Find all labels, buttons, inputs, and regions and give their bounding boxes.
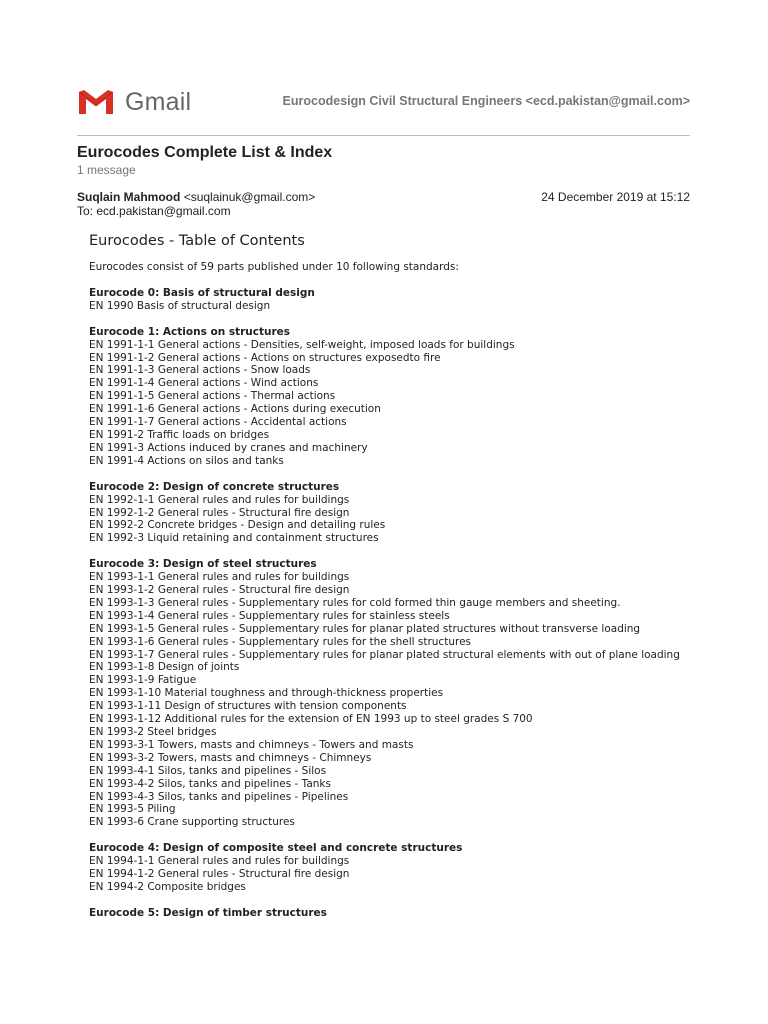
sender-line <box>77 190 315 204</box>
standard-list-item: EN 1994-1-1 General rules and rules for buildings <box>89 855 350 868</box>
gmail-header <box>77 86 690 118</box>
email-body <box>89 232 689 933</box>
sender-name: Suqlain Mahmood <box>77 190 181 204</box>
account-name: Eurocodesign Civil Structural Engineers <ecd.pakistan@gmail.com> <box>282 94 690 108</box>
standard-list-item: EN 1994-1-2 General rules - Structural fire design <box>89 868 350 881</box>
document-title: Eurocodes - Table of Contents <box>89 233 305 249</box>
header-divider <box>77 135 690 136</box>
standard-list-item: EN 1993-1-12 Additional rules for the extension of EN 1993 up to steel grades S 700 <box>89 713 533 726</box>
standard-list-item: EN 1991-1-3 General actions - Snow loads <box>89 364 311 377</box>
standard-list-item: EN 1993-1-9 Fatigue <box>89 674 197 687</box>
standard-list-item: EN 1993-1-2 General rules - Structural fire design <box>89 584 350 597</box>
standard-list-item: EN 1993-1-8 Design of joints <box>89 661 240 674</box>
eurocode-section <box>89 287 689 313</box>
standard-list-item: EN 1993-1-7 General rules - Supplementary rules for planar plated structural elements with out of plane loading <box>89 648 680 661</box>
standard-list-item: EN 1992-2 Concrete bridges - Design and detailing rules <box>89 519 386 532</box>
recipient-line: To: ecd.pakistan@gmail.com <box>77 204 231 218</box>
standard-list-item: EN 1994-2 Composite bridges <box>89 880 246 893</box>
standard-list-item: EN 1992-3 Liquid retaining and containment structures <box>89 532 379 545</box>
standard-list-item: EN 1993-1-1 General rules and rules for buildings <box>89 571 350 584</box>
standard-list-item: EN 1993-3-2 Towers, masts and chimneys - Chimneys <box>89 751 372 764</box>
gmail-envelope-icon <box>77 88 115 116</box>
gmail-logo <box>77 86 191 118</box>
eurocode-section <box>89 481 689 546</box>
section-heading: Eurocode 2: Design of concrete structures <box>89 480 340 493</box>
gmail-logo-text: Gmail <box>125 87 192 116</box>
standard-list-item: EN 1991-1-1 General actions - Densities, self-weight, imposed loads for buildings <box>89 338 515 351</box>
standard-list-item: EN 1992-1-2 General rules - Structural fire design <box>89 506 350 519</box>
email-date: 24 December 2019 at 15:12 <box>541 190 690 204</box>
standard-list-item: EN 1993-4-2 Silos, tanks and pipelines - Tanks <box>89 777 331 790</box>
standard-list-item: EN 1991-1-7 General actions - Accidental actions <box>89 416 347 429</box>
message-count: 1 message <box>77 163 136 177</box>
sections-list <box>89 287 689 920</box>
standard-list-item: EN 1993-4-1 Silos, tanks and pipelines - Silos <box>89 764 327 777</box>
eurocode-section <box>89 907 689 920</box>
standard-list-item: EN 1993-4-3 Silos, tanks and pipelines - Pipelines <box>89 790 349 803</box>
email-subject: Eurocodes Complete List & Index <box>77 144 333 161</box>
standard-list-item: EN 1991-4 Actions on silos and tanks <box>89 454 284 467</box>
standard-list-item: EN 1993-5 Piling <box>89 803 176 816</box>
section-heading: Eurocode 5: Design of timber structures <box>89 906 327 919</box>
standard-list-item: EN 1990 Basis of structural design <box>89 299 271 312</box>
intro-text: Eurocodes consist of 59 parts published under 10 following standards: <box>89 261 459 273</box>
eurocode-section <box>89 558 689 829</box>
standard-list-item: EN 1993-1-6 General rules - Supplementary rules for the shell structures <box>89 635 471 648</box>
section-heading: Eurocode 1: Actions on structures <box>89 325 291 338</box>
standard-list-item: EN 1991-1-6 General actions - Actions during execution <box>89 403 381 416</box>
eurocode-section <box>89 326 689 468</box>
sender-email: <suqlainuk@gmail.com> <box>183 190 316 204</box>
standard-list-item: EN 1992-1-1 General rules and rules for buildings <box>89 493 350 506</box>
standard-list-item: EN 1993-1-10 Material toughness and through-thickness properties <box>89 687 444 700</box>
standard-list-item: EN 1991-1-5 General actions - Thermal actions <box>89 390 336 403</box>
eurocode-section <box>89 842 689 894</box>
standard-list-item: EN 1991-1-2 General actions - Actions on structures exposedto fire <box>89 351 441 364</box>
standard-list-item: EN 1993-1-3 General rules - Supplementary rules for cold formed thin gauge members and sheeting. <box>89 596 621 609</box>
standard-list-item: EN 1993-3-1 Towers, masts and chimneys - Towers and masts <box>89 738 414 751</box>
standard-list-item: EN 1993-1-5 General rules - Supplementary rules for planar plated structures without transverse loading <box>89 622 641 635</box>
standard-list-item: EN 1993-1-11 Design of structures with tension components <box>89 700 407 713</box>
standard-list-item: EN 1993-1-4 General rules - Supplementary rules for stainless steels <box>89 609 450 622</box>
standard-list-item: EN 1991-2 Traffic loads on bridges <box>89 428 270 441</box>
standard-list-item: EN 1993-2 Steel bridges <box>89 726 217 738</box>
standard-list-item: EN 1993-6 Crane supporting structures <box>89 816 295 829</box>
standard-list-item: EN 1991-3 Actions induced by cranes and machinery <box>89 441 368 454</box>
section-heading: Eurocode 0: Basis of structural design <box>89 286 315 299</box>
standard-list-item: EN 1991-1-4 General actions - Wind actions <box>89 377 319 390</box>
section-heading: Eurocode 4: Design of composite steel and concrete structures <box>89 842 463 855</box>
section-heading: Eurocode 3: Design of steel structures <box>89 558 317 571</box>
